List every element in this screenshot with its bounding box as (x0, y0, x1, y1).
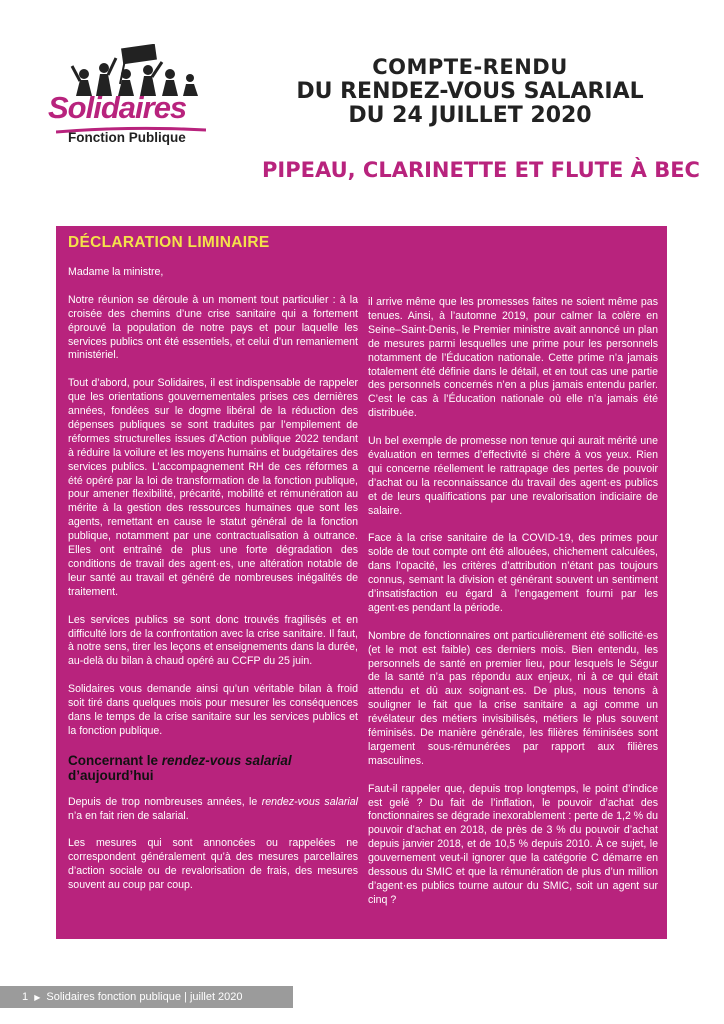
paragraph-emphasis: rendez-vous salarial (261, 795, 358, 808)
paragraph: Les services publics se sont donc trouvés fragilisés et en difficulté lors de la confrontation avec la crise sanitaire. Il faut, à notre sens, tirer les leçons et enseignements dans la durée, au-delà du bilan à chaud opéré au CCFP du 25 juin. (68, 613, 358, 668)
left-column (68, 266, 358, 907)
paragraph: il arrive même que les promesses faites ne soient même pas tenues. Ainsi, à l’automne 2019, pour calmer la colère en Seine–Saint-Denis, le Premier ministre avait annoncé un plan de mesures parmi lesquelles une prime pour les personnels notamment de l’Éducation nationale. Cette prime n’a jamais totalement été définie dans le détail, et en tout cas une partie des personnels concernés n’en a plus jamais entendu parler. C’est le cas à l’Éducation nationale où elle n’a jamais été distribuée. (368, 296, 658, 420)
paragraph: Solidaires vous demande ainsi qu’un véritable bilan à froid soit tiré dans quelques mois pour mesurer les conséquences dans le temps de la crise sanitaire sur les services publics et la fonction publique. (68, 683, 358, 737)
paragraph (68, 796, 358, 824)
footer-publication: Solidaires fonction publique (46, 991, 181, 1003)
declaration-panel (56, 226, 667, 939)
page-number: 1 (22, 991, 29, 1003)
page-subtitle: PIPEAU, CLARINETTE ET FLUTE À BEC (262, 158, 700, 182)
right-column (368, 296, 658, 922)
footer-separator: | (184, 991, 187, 1003)
solidaires-logo (48, 44, 208, 144)
subheading-prefix: Concernant le (68, 752, 162, 768)
subheading-emphasis: rendez-vous salarial (161, 752, 292, 768)
footer-date: juillet 2020 (189, 991, 243, 1003)
section-subheading (68, 753, 358, 783)
paragraph: Faut-il rappeler que, depuis trop longtemps, le point d’indice est gelé ? Du fait de l’inflation, le pouvoir d’achat des fonctionnaires se dégrade inexorablement : perte de 1,2 % du pouvoir d’achat en 2018, de près de 3 % du pouvoir d’achat depuis janvier 2018, et de 10,5 % depuis 2010. À ce sujet, le gouvernement veut-il ignorer que la catégorie C démarre en dessous du SMIC et que la rémunération de plus d’un million d’agent·es publics tourne autour du SMIC, soit un agent sur cinq ? (368, 782, 658, 906)
paragraph: Tout d’abord, pour Solidaires, il est indispensable de rappeler que les orientations gouvernementales prises ces dernières années, fondées sur le dogme libéral de la réduction des dépenses publiques se sont traduites par l’empilement de réformes structurelles issues d’Action publique 2022 tendant à réduire la voilure et les moyens humains et budgétaires des services publics. L’accompagnement RH de ces réformes a été opéré par la loi de transformation de la fonction publique, pour amener flexibilité, précarité, mobilité et rémunération au mérite à la gestion des ressources humaines que sont les agents, remettant en cause le statut général de la fonction publique, notamment par une contractualisation à outrance. Elles ont entraîné de plus une forte dégradation des conditions de travail des agent·es, une altération notable de leur santé au travail et généré de nombreuses inégalités de traitement. (68, 377, 358, 598)
paragraph: Nombre de fonctionnaires ont particulièrement été sollicité·es (et le mot est faible) ces derniers mois. Bien entendu, les personnels de santé en premier lieu, pour lesquels le Ségur de la santé n’a pas répondu aux enjeux, ni à ce qui était attendu et dû aux soignant·es. De plus, nous tenons à souligner le fait que la crise sanitaire a agi comme un révélateur des métiers invisibilisés, métiers le plus souvent féminisés. De manière générale, les filières féminisées sont largement sous-rémunérées par rapport aux filières masculines. (368, 629, 658, 767)
paragraph: Madame la ministre, (68, 266, 164, 278)
paragraph: Un bel exemple de promesse non tenue qui aurait mérité une évaluation en termes d’effectivité si chère à vos yeux. Rien qui concerne réellement le rattrapage des pertes de pouvoir d’achat ou la reconnaissance du travail des agent·es publics et de leurs qualifications par une revalorisation indiciaire de salaire. (368, 435, 658, 517)
arrow-right-icon: ▶ (34, 993, 41, 1002)
paragraph-suffix: n’a en fait rien de salarial. (68, 809, 189, 822)
page-footer (0, 986, 293, 1008)
paragraph-prefix: Depuis de trop nombreuses années, le (68, 795, 262, 808)
paragraph: Les mesures qui sont annoncées ou rappelées ne correspondent généralement qu’à des mesures parcellaires d’action sociale ou de revalorisation de frais, des mesures souvent au coup par coup. (68, 837, 358, 892)
page-title (230, 56, 710, 129)
paragraph: Face à la crise sanitaire de la COVID-19, des primes pour solde de tout compte ont été allouées, chichement calculées, dans l’opacité, les critères d’attribution n’étant pas toujours connus, semant la division et générant souvent un sentiment d’insatisfaction eu égard à l’engagement fourni par les agent·es pendant la période. (368, 532, 658, 614)
logo-subtitle: Fonction Publique (68, 130, 186, 145)
subheading-suffix: d’aujourd’hui (68, 767, 154, 783)
title-line-2: DU RENDEZ-VOUS SALARIAL (296, 78, 644, 104)
title-line-1: COMPTE-RENDU (372, 55, 568, 79)
logo-name: Solidaires (48, 90, 187, 125)
paragraph: Notre réunion se déroule à un moment tout particulier : à la croisée des chemins d’une crise sanitaire qui a fortement éprouvé la population de notre pays et pour laquelle les services publics ont été essentiels, et celui d’un remaniement ministériel. (68, 293, 358, 362)
title-line-3: DU 24 JUILLET 2020 (348, 103, 592, 129)
declaration-heading: DÉCLARATION LIMINAIRE (68, 234, 270, 251)
protest-crowd-icon (70, 44, 200, 96)
